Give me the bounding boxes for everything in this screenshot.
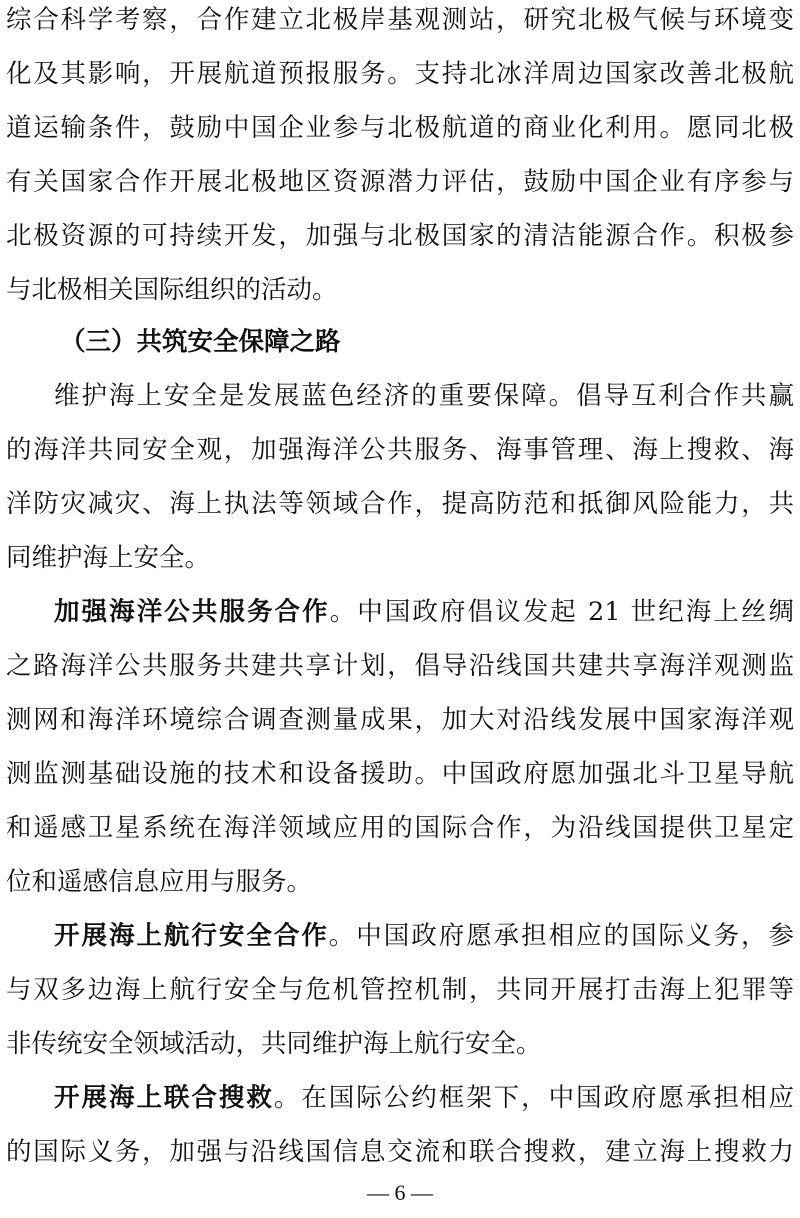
text-line: 的国际义务，加强与沿线国信息交流和联合搜救，建立海上搜救力 xyxy=(6,1137,794,1167)
text-line: 洋防灾减灾、海上执法等领域合作，提高防范和抵御风险能力，共 xyxy=(6,489,794,519)
text-line: 与双多边海上航行安全与危机管控机制，共同开展打击海上犯罪等 xyxy=(6,975,794,1005)
text-line: 非传统安全领域活动，共同维护海上航行安全。 xyxy=(6,1029,542,1059)
text-span: 。在国际公约框架下，中国政府愿承担相应 xyxy=(273,1083,794,1113)
text-line: 维护海上安全是发展蓝色经济的重要保障。倡导互利合作共赢 xyxy=(54,381,794,411)
paragraph-lead: 开展海上联合搜救 xyxy=(54,1083,274,1113)
text-line: 综合科学考察，合作建立北极岸基观测站，研究北极气候与环境变 xyxy=(6,5,794,35)
text-line: 位和遥感信息应用与服务。 xyxy=(6,867,313,897)
page-number: — 6 — xyxy=(367,1180,433,1205)
text-line: 同维护海上安全。 xyxy=(6,543,211,573)
text-line: 测网和海洋环境综合调查测量成果，加大对沿线发展中国家海洋观 xyxy=(6,705,794,735)
section-heading: （三）共筑安全保障之路 xyxy=(60,327,341,357)
text-line xyxy=(54,919,794,953)
text-line: 测监测基础设施的技术和设备援助。中国政府愿加强北斗卫星导航 xyxy=(6,759,794,789)
text-line: 化及其影响，开展航道预报服务。支持北冰洋周边国家改善北极航 xyxy=(6,59,794,89)
text-line: 有关国家合作开展北极地区资源潜力评估，鼓励中国企业有序参与 xyxy=(6,167,794,197)
text-line: 的海洋共同安全观，加强海洋公共服务、海事管理、海上搜救、海 xyxy=(6,435,794,465)
paragraph-lead: 开展海上航行安全合作 xyxy=(54,921,329,951)
text-line xyxy=(54,1081,794,1115)
text-line xyxy=(54,595,794,629)
text-span: 。中国政府愿承担相应的国际义务，参 xyxy=(328,921,794,951)
text-line: 北极资源的可持续开发，加强与北极国家的清洁能源合作。积极参 xyxy=(6,221,794,251)
text-line: 道运输条件，鼓励中国企业参与北极航道的商业化利用。愿同北极 xyxy=(6,113,794,143)
text-line: 与北极相关国际组织的活动。 xyxy=(6,275,338,305)
text-line: 之路海洋公共服务共建共享计划，倡导沿线国共建共享海洋观测监 xyxy=(6,651,794,681)
text-span: 。中国政府倡议发起 21 世纪海上丝绸 xyxy=(329,597,794,627)
paragraph-lead: 加强海洋公共服务合作 xyxy=(54,597,330,627)
text-line: 和遥感卫星系统在海洋领域应用的国际合作，为沿线国提供卫星定 xyxy=(6,813,794,843)
